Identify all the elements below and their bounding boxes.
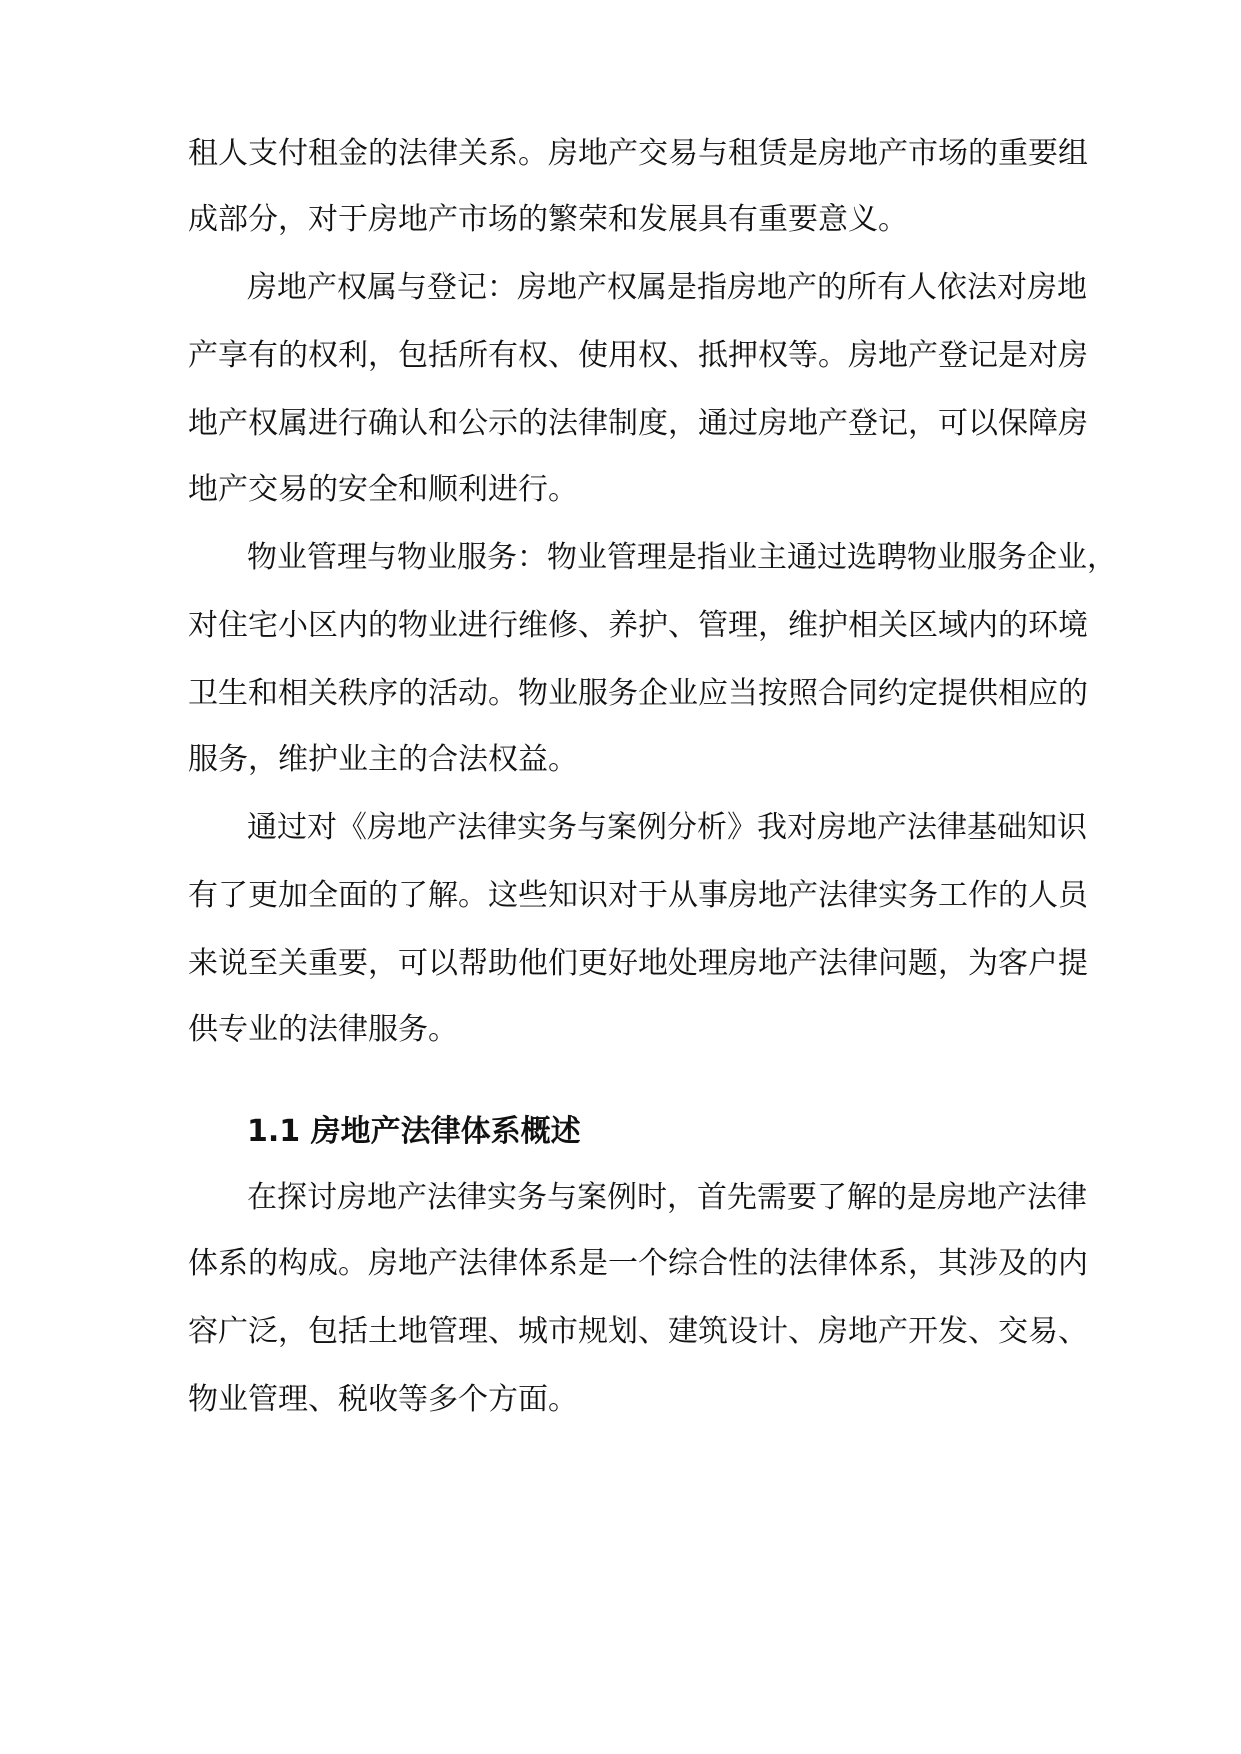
paragraph-1-line-1: 租人支付租金的法律关系。房地产交易与租赁是房地产市场的重要组 [188,136,1088,171]
paragraph-2-line-1: 房地产权属与登记：房地产权属是指房地产的所有人依法对房地 [247,270,1087,305]
paragraph-4-line-3: 来说至关重要，可以帮助他们更好地处理房地产法律问题，为客户提 [188,946,1088,981]
section-heading: 1.1 房地产法律体系概述 [247,1114,581,1149]
paragraph-4-line-4: 供专业的法律服务。 [188,1012,458,1047]
section-paragraph-line-4: 物业管理、税收等多个方面。 [188,1382,578,1417]
section-paragraph-line-2: 体系的构成。房地产法律体系是一个综合性的法律体系，其涉及的内 [188,1246,1088,1281]
paragraph-4-line-2: 有了更加全面的了解。这些知识对于从事房地产法律实务工作的人员 [188,878,1088,913]
section-paragraph-line-1: 在探讨房地产法律实务与案例时，首先需要了解的是房地产法律 [247,1180,1087,1215]
paragraph-2-line-4: 地产交易的安全和顺利进行。 [188,472,578,507]
paragraph-2-line-3: 地产权属进行确认和公示的法律制度，通过房地产登记，可以保障房 [188,406,1088,441]
paragraph-1-line-2: 成部分，对于房地产市场的繁荣和发展具有重要意义。 [188,202,908,237]
paragraph-2-line-2: 产享有的权利，包括所有权、使用权、抵押权等。房地产登记是对房 [188,338,1088,373]
paragraph-4-line-1: 通过对《房地产法律实务与案例分析》我对房地产法律基础知识 [247,810,1087,845]
paragraph-3-line-2: 对住宅小区内的物业进行维修、养护、管理，维护相关区域内的环境 [188,608,1088,643]
paragraph-3-line-1: 物业管理与物业服务：物业管理是指业主通过选聘物业服务企业， [247,540,1117,575]
paragraph-3-line-4: 服务，维护业主的合法权益。 [188,742,578,777]
paragraph-3-line-3: 卫生和相关秩序的活动。物业服务企业应当按照合同约定提供相应的 [188,676,1088,711]
section-paragraph-line-3: 容广泛，包括土地管理、城市规划、建筑设计、房地产开发、交易、 [188,1314,1088,1349]
